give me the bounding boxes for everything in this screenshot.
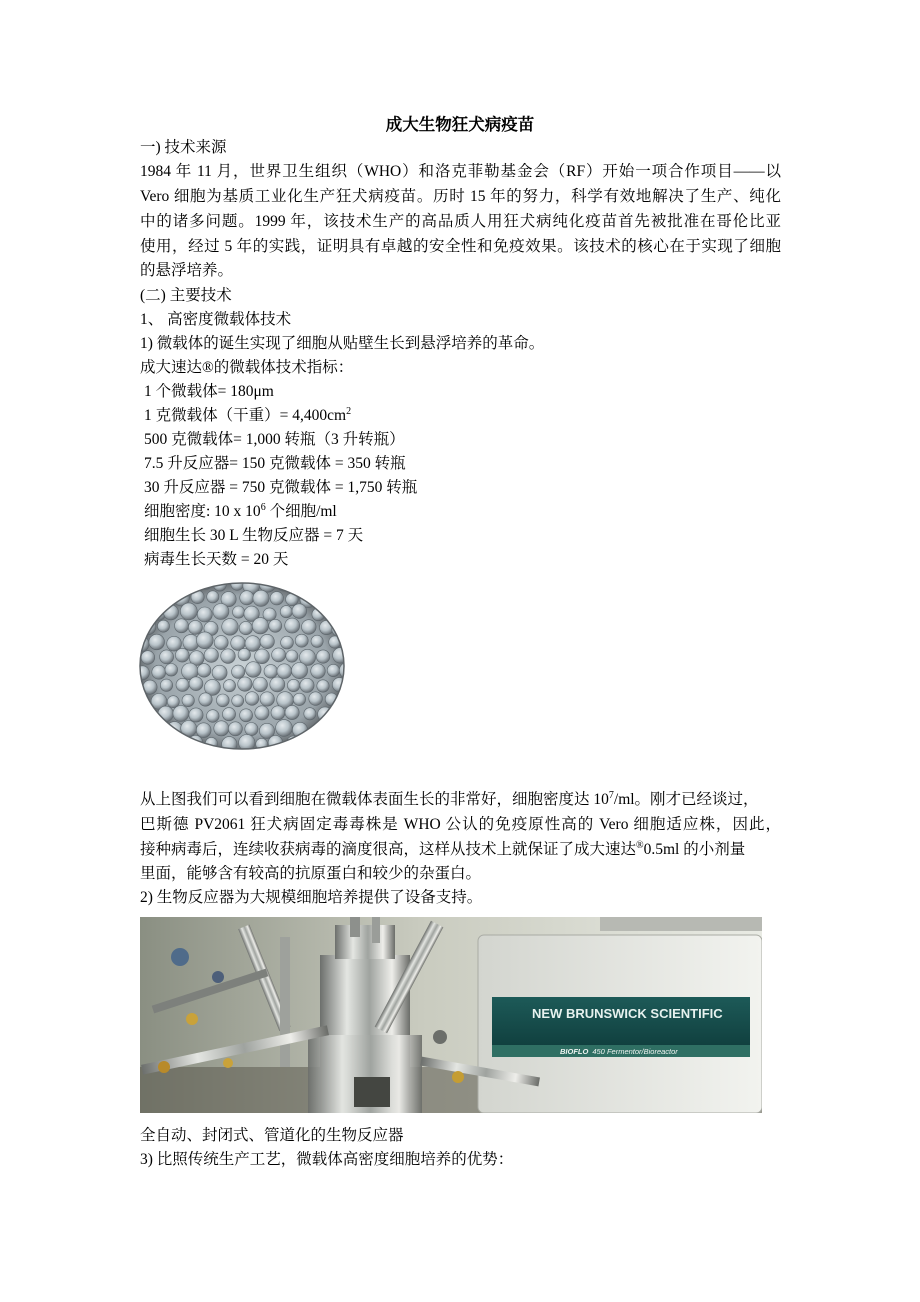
paragraph-line: 1984 年 11 月，世界卫生组织（WHO）和洛克菲勒基金会（RF）开始一项合作项目——以 <box>140 163 781 180</box>
microcarrier-bead <box>222 619 239 636</box>
microcarrier-bead <box>260 634 274 648</box>
microcarrier-bead <box>161 736 173 748</box>
microcarrier-bead <box>292 604 307 619</box>
microcarrier-bead <box>285 705 299 719</box>
microcarrier-bead <box>139 605 148 620</box>
paragraph-line: 里面，能够含有较高的抗原蛋白和较少的杂蛋白。 <box>140 865 482 882</box>
brand-label: NEW BRUNSWICK SCIENTIFIC <box>532 1006 723 1021</box>
microcarrier-bead <box>253 590 269 606</box>
microcarrier-bead <box>239 735 255 751</box>
microcarrier-bead <box>270 592 283 605</box>
spec-item: 30 升反应器 = 750 克微载体 = 1,750 转瓶 <box>144 479 418 496</box>
microcarrier-bead <box>160 592 173 605</box>
microcarrier-bead <box>269 619 282 632</box>
microcarrier-bead <box>149 634 165 650</box>
microcarrier-bead <box>270 677 285 692</box>
microcarrier-bead <box>176 678 189 691</box>
microcarrier-bead <box>240 709 253 722</box>
microcarrier-bead <box>309 692 323 706</box>
microcarrier-bead <box>196 632 213 649</box>
microcarrier-bead <box>204 648 218 662</box>
microcarrier-bead <box>175 648 189 662</box>
microcarrier-bead <box>175 619 189 633</box>
microcarrier-bead <box>285 618 300 633</box>
microcarrier-bead <box>280 606 292 618</box>
paragraph-line: Vero 细胞为基质工业化生产狂犬病疫苗。历时 15 年的努力，科学有效地解决了生产、纯化 <box>140 188 781 205</box>
microcarrier-bead <box>188 620 202 634</box>
microcarrier-bead <box>281 636 294 649</box>
point-1: 1) 微载体的诞生实现了细胞从贴壁生长到悬浮培养的革命。 <box>140 335 545 352</box>
microcarrier-bead <box>141 594 154 607</box>
microcarrier-bead <box>286 650 298 662</box>
spec-item: 1 个微载体= 180μm <box>144 383 274 400</box>
microcarrier-bead <box>252 618 268 634</box>
microcarrier-bead <box>345 724 346 736</box>
microcarrier-bead <box>152 665 166 679</box>
microcarrier-bead <box>214 636 228 650</box>
microcarrier-bead <box>182 694 194 706</box>
microcarrier-bead <box>149 582 164 591</box>
microcarrier-bead <box>139 722 151 739</box>
microcarrier-bead <box>343 582 345 590</box>
microcarrier-bead <box>335 736 345 750</box>
microcarrier-bead <box>287 679 299 691</box>
microcarrier-bead <box>189 677 203 691</box>
section-heading-source: 一) 技术来源 <box>140 139 227 156</box>
microcarrier-bead <box>140 619 156 635</box>
microcarrier-micrograph <box>139 582 345 750</box>
microcarrier-bead <box>304 739 317 751</box>
microcarrier-bead <box>167 696 179 708</box>
microcarrier-bead <box>245 692 259 706</box>
spec-intro: 成大速达®的微载体技术指标： <box>140 359 354 376</box>
microcarrier-bead <box>335 592 345 607</box>
point-2: 2) 生物反应器为大规模细胞培养提供了设备支持。 <box>140 889 483 906</box>
spec-item: 病毒生长天数 = 20 天 <box>144 551 289 568</box>
microcarrier-bead <box>302 620 317 635</box>
microcarrier-bead <box>317 738 330 751</box>
microcarrier-bead <box>232 695 244 707</box>
microcarrier-bead <box>342 604 345 618</box>
microcarrier-bead <box>149 721 163 735</box>
microcarrier-bead <box>222 708 235 721</box>
subsection-heading: 1、 高密度微载体技术 <box>140 311 292 328</box>
paragraph-line: 巴斯德 PV2061 狂犬病固定毒毒株是 WHO 公认的免疫原性高的 Vero 细胞适应株，因此， <box>140 816 781 833</box>
microcarrier-bead <box>196 723 211 738</box>
microcarrier-bead <box>238 677 252 691</box>
microcarrier-bead <box>197 664 211 678</box>
microcarrier-bead <box>292 722 307 737</box>
microcarrier-bead <box>276 720 293 737</box>
spec-item: 细胞生长 30 L 生物反应器 = 7 天 <box>144 527 364 544</box>
microcarrier-bead <box>332 709 345 723</box>
microcarrier-bead <box>246 662 262 678</box>
microcarrier-bead <box>199 693 212 706</box>
microcarrier-bead <box>311 664 326 679</box>
microcarrier-bead <box>139 582 147 591</box>
photo-caption: 全自动、封闭式、管道化的生物反应器 <box>140 1127 404 1144</box>
microcarrier-bead <box>255 706 269 720</box>
microcarrier-bead <box>264 665 278 679</box>
point-3: 3) 比照传统生产工艺，微载体高密度细胞培养的优势： <box>140 1151 514 1168</box>
paragraph-line: 从上图我们可以看到细胞在微载体表面生长的非常好，细胞密度达 $10^7/ml$。刚才已经谈过， <box>140 790 759 808</box>
bioreactor-photo <box>140 917 762 1113</box>
microcarrier-bead <box>327 582 340 590</box>
paragraph-line: 接种病毒后，连续收获病毒的滴度很高，这样从技术上就保证了成大速达®0.5ml 的小剂量 <box>140 840 746 858</box>
paragraph-line: 使用，经过 5 年的实践，证明具有卓越的安全性和免疫效果。该技术的核心在于实现了细胞 <box>140 238 781 255</box>
microcarrier-bead <box>319 592 335 608</box>
microcarrier-bead <box>240 591 254 605</box>
spec-item: 500 克微载体= 1,000 转瓶（3 升转瓶） <box>144 431 405 448</box>
microcarrier-bead <box>271 706 285 720</box>
spec-item: 细胞密度: 10 x $10^6$ 个细胞/ml <box>144 502 337 520</box>
microcarrier-bead <box>311 635 323 647</box>
microcarrier-bead <box>341 691 345 707</box>
microcarrier-bead <box>158 706 174 722</box>
microcarrier-bead <box>165 664 178 677</box>
microcarrier-bead <box>317 680 329 692</box>
microcarrier-bead <box>158 620 170 632</box>
microcarrier-bead <box>216 694 229 707</box>
microcarrier-bead <box>324 719 340 735</box>
microcarrier-bead <box>300 678 314 692</box>
microcarrier-bead <box>189 708 203 722</box>
microcarrier-bead <box>277 664 292 679</box>
microcarrier-bead <box>260 692 274 706</box>
microcarrier-bead <box>291 663 307 679</box>
microcarrier-bead <box>207 591 219 603</box>
microcarrier-bead <box>253 677 268 692</box>
spec-item: 7.5 升反应器= 150 克微载体 = 350 转瓶 <box>144 455 406 472</box>
paragraph-line: 的悬浮培养。 <box>140 262 234 279</box>
microcarrier-bead <box>207 710 220 723</box>
microcarrier-bead <box>221 649 236 664</box>
microcarrier-bead <box>293 693 305 705</box>
microcarrier-bead <box>304 708 316 720</box>
microcarrier-bead <box>233 606 245 618</box>
microcarrier-bead <box>295 634 308 647</box>
microcarrier-bead <box>213 604 229 620</box>
microcarrier-bead <box>140 736 153 749</box>
microcarrier-bead <box>245 723 258 736</box>
microcarrier-bead <box>327 664 339 676</box>
microcarrier-bead <box>232 665 245 678</box>
microcarrier-bead <box>212 665 227 680</box>
microcarrier-bead <box>197 607 212 622</box>
microcarrier-bead <box>172 736 187 750</box>
microcarrier-bead <box>228 722 242 736</box>
document-title: 成大生物狂犬病疫苗 <box>385 115 535 134</box>
microcarrier-bead <box>164 582 179 593</box>
spec-item: 1 克微载体（干重）= $4,400cm^2$ <box>144 406 352 424</box>
model-label: BIOFLO 450 Fermentor/Bioreactor <box>560 1047 678 1056</box>
section-heading-tech: (二) 主要技术 <box>140 287 232 304</box>
microcarrier-bead <box>173 706 189 722</box>
microcarrier-bead <box>214 721 229 736</box>
microcarrier-bead <box>255 649 270 664</box>
microcarrier-bead <box>160 650 174 664</box>
microcarrier-bead <box>180 603 197 620</box>
paragraph-line: 中的诸多问题。1999 年，该技术生产的高品质人用狂犬病纯化疫苗首先被批准在哥伦比亚 <box>140 213 781 230</box>
microcarrier-bead <box>223 680 235 692</box>
microcarrier-bead <box>295 582 308 590</box>
microcarrier-bead <box>181 582 197 591</box>
microcarrier-bead <box>272 648 286 662</box>
microcarrier-bead <box>326 605 339 618</box>
microcarrier-bead <box>141 651 155 665</box>
microcarrier-bead <box>316 650 329 663</box>
microcarrier-bead <box>239 621 252 634</box>
microcarrier-bead <box>160 679 172 691</box>
microcarrier-bead <box>238 648 250 660</box>
microcarrier-bead <box>312 582 325 590</box>
